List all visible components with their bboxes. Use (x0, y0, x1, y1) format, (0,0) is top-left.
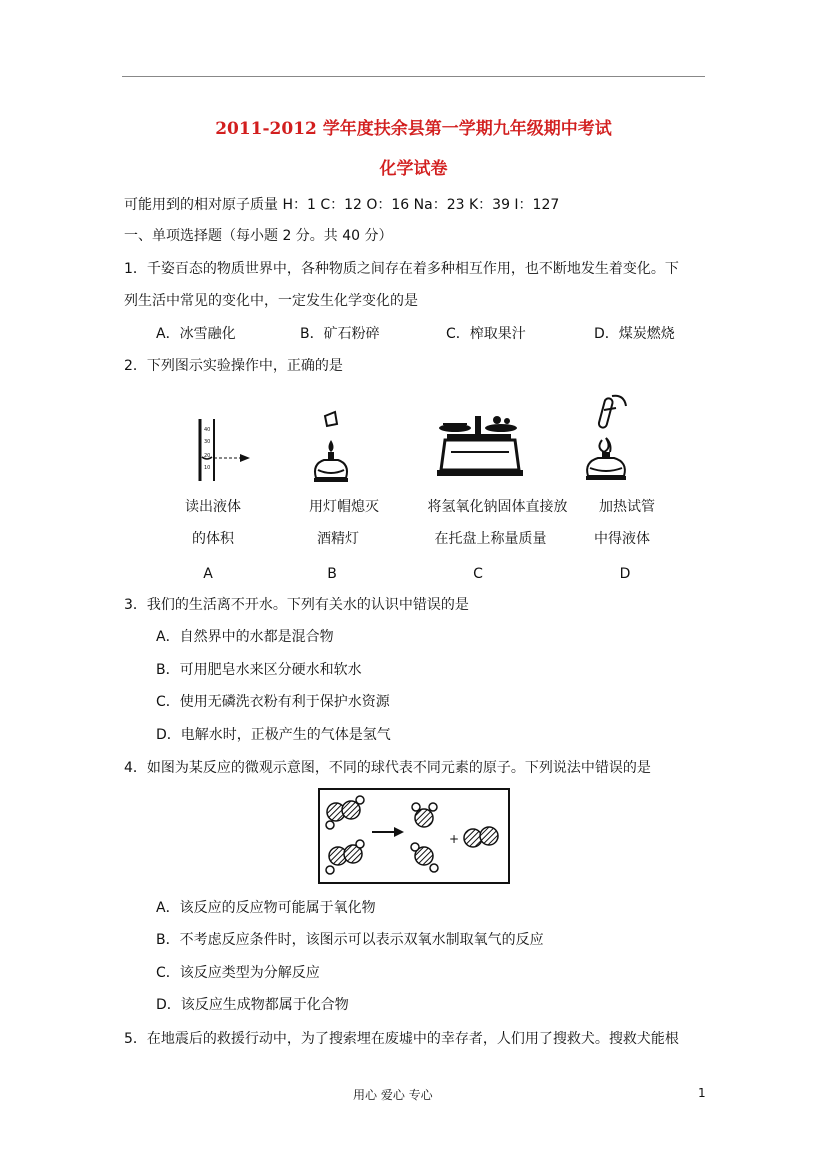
caption-a-letter: A (203, 566, 213, 582)
q3-option-c: C．使用无磷洗衣粉有利于保护水资源 (156, 694, 390, 710)
q1-option-a: A．冰雪融化 (156, 326, 236, 342)
q5-stem-line1: 5．在地震后的救援行动中，为了搜索埋在废墟中的幸存者，人们用了搜救犬。搜救犬能根 (124, 1031, 679, 1047)
eye-icon (240, 454, 250, 462)
q1-stem-line2: 列生活中常见的变化中，一定发生化学变化的是 (124, 293, 418, 309)
heating-tube-figure (582, 392, 642, 488)
q3-option-d: D．电解水时，正极产生的气体是氢气 (156, 727, 391, 743)
caption-d-line1: 加热试管 (599, 499, 655, 515)
exam-subtitle: 化学试卷 (379, 159, 448, 179)
balance-figure (435, 412, 525, 478)
q1-option-d: D．煤炭燃烧 (594, 326, 675, 342)
q4-option-a: A．该反应的反应物可能属于氧化物 (156, 900, 376, 916)
caption-c-line1: 将氢氧化钠固体直接放 (427, 499, 568, 515)
q3-option-b: B．可用肥皂水来区分硬水和软水 (156, 662, 362, 678)
caption-c-line2: 在托盘上称量质量 (434, 531, 547, 547)
tick-label: 20 (204, 453, 211, 459)
caption-a-line2: 的体积 (192, 531, 234, 547)
q4-option-d: D．该反应生成物都属于化合物 (156, 997, 349, 1013)
tick-label: 40 (204, 427, 211, 433)
atomic-masses: 可能用到的相对原子质量 H：1 C：12 O：16 Na：23 K：39 I：127 (124, 197, 560, 213)
q2-stem: 2．下列图示实验操作中，正确的是 (124, 358, 343, 374)
q1-option-c: C．榨取果汁 (446, 326, 526, 342)
caption-c-letter: C (473, 566, 483, 582)
q1-option-b: B．矿石粉碎 (300, 326, 380, 342)
exam-title: 2011-2012 学年度扶余县第一学期九年级期中考试 (215, 119, 612, 139)
q4-stem: 4．如图为某反应的微观示意图，不同的球代表不同元素的原子。下列说法中错误的是 (124, 760, 651, 776)
lamp-cap-icon (325, 412, 337, 426)
q4-option-b: B．不考虑反应条件时，该图示可以表示双氧水制取氧气的反应 (156, 932, 544, 948)
alcohol-lamp-figure (306, 408, 356, 488)
tick-label: 30 (204, 439, 211, 445)
cylinder-reading-figure (190, 415, 260, 485)
tick-label: 10 (204, 465, 211, 471)
reaction-diagram (318, 788, 510, 884)
header-rule (122, 76, 705, 77)
caption-a-line1: 读出液体 (185, 499, 241, 515)
caption-b-letter: B (327, 566, 337, 582)
caption-d-line2: 中得液体 (594, 531, 650, 547)
page-number: 1 (698, 1086, 706, 1100)
hand-icon (612, 396, 626, 406)
q3-stem: 3．我们的生活离不开水。下列有关水的认识中错误的是 (124, 597, 469, 613)
footer-motto: 用心 爱心 专心 (353, 1088, 433, 1102)
q4-option-c: C．该反应类型为分解反应 (156, 965, 320, 981)
q3-option-a: A．自然界中的水都是混合物 (156, 629, 334, 645)
caption-d-letter: D (619, 566, 631, 582)
q1-stem-line1: 1．千姿百态的物质世界中，各种物质之间存在着多种相互作用，也不断地发生着变化。下 (124, 261, 679, 277)
caption-b-line1: 用灯帽熄灭 (309, 499, 379, 515)
section-heading: 一、单项选择题（每小题 2 分。共 40 分） (124, 228, 393, 244)
plus-sign: + (449, 832, 460, 846)
caption-b-line2: 酒精灯 (317, 531, 359, 547)
